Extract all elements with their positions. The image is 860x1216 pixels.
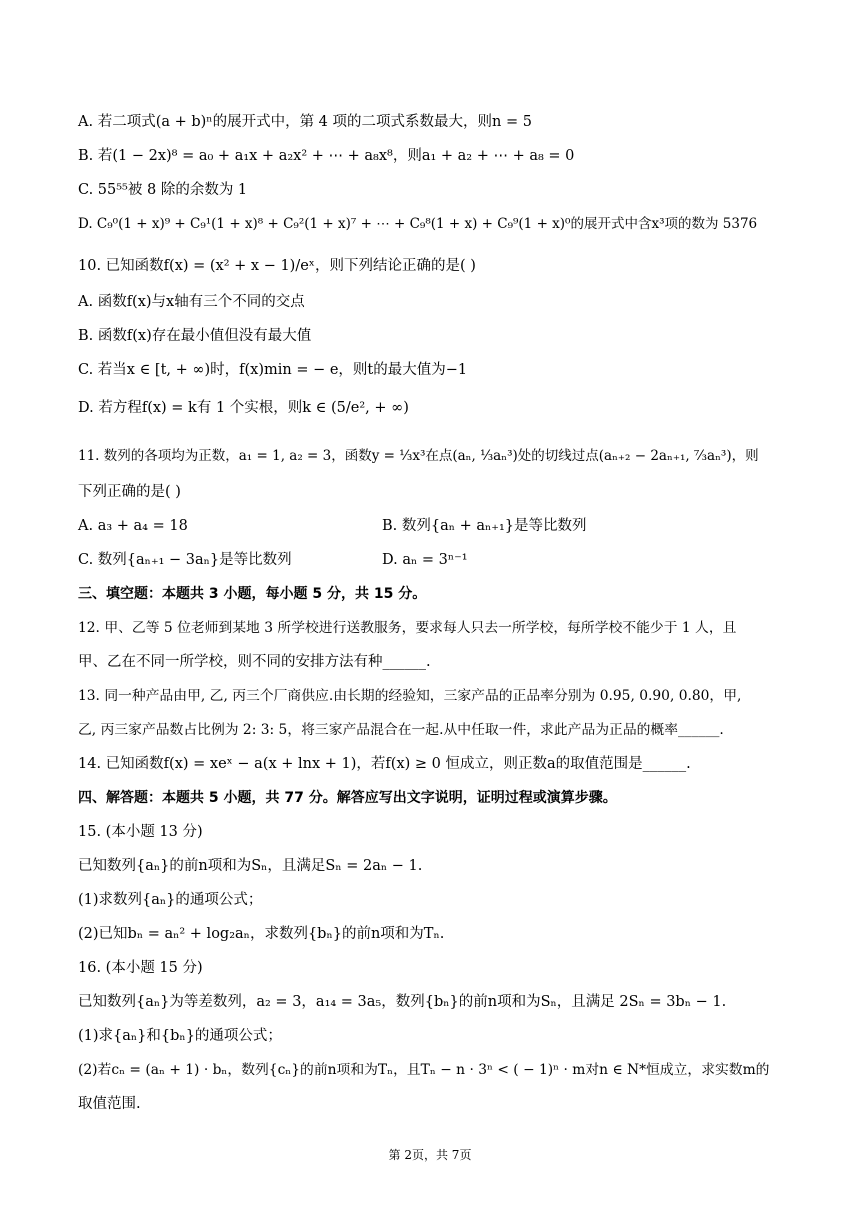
section-3-heading: 三、填空题：本题共 3 小题，每小题 5 分，共 15 分。 [78,586,427,602]
q11-option-c: C. 数列{aₙ₊₁ − 3aₙ}是等比数列 [78,552,292,568]
q16-part2-line2: 取值范围. [78,1096,141,1112]
q10-option-d: D. 若方程f(x) = k有 1 个实根，则k ∈ (5/e², + ∞) [78,400,409,416]
q10-option-a: A. 函数f(x)与x轴有三个不同的交点 [78,294,305,310]
q11-stem-line2: 下列正确的是( ) [78,484,181,500]
q15-part2: (2)已知bₙ = aₙ² + log₂aₙ，求数列{bₙ}的前n项和为Tₙ. [78,926,445,942]
q11-stem-line1: 11. 数列的各项均为正数，a₁ = 1, a₂ = 3，函数y = ⅓x³在点(aₙ, ⅓aₙ³)处的切线过点(aₙ₊₂ − 2aₙ₊₁, ⁷⁄₃aₙ³)，则 [78,448,759,464]
q13-line2: 乙, 丙三家产品数占比例为 2: 3: 5，将三家产品混合在一起.从中任取一件，求此产品为正品的概率______. [78,722,724,738]
q9-option-a: A. 若二项式(a + b)ⁿ的展开式中，第 4 项的二项式系数最大，则n = 5 [78,114,532,130]
q11-option-d: D. aₙ = 3ⁿ⁻¹ [382,552,468,568]
page-footer: 第 2页，共 7页 [388,1148,472,1162]
q15-part1: (1)求数列{aₙ}的通项公式； [78,892,263,908]
q15-stem: 已知数列{aₙ}的前n项和为Sₙ，且满足Sₙ = 2aₙ − 1. [78,858,423,874]
q9-option-c: C. 55⁵⁵被 8 除的余数为 1 [78,182,248,198]
q12-line2: 甲、乙在不同一所学校，则不同的安排方法有种______. [78,654,431,670]
q16-heading: 16. (本小题 15 分) [78,960,203,976]
q9-option-d: D. C₉⁰(1 + x)⁹ + C₉¹(1 + x)⁸ + C₉²(1 + x)⁷ + ⋯ + C₉⁸(1 + x) + C₉⁹(1 + x)⁰的展开式中含x³项的数为 5376 [78,216,758,232]
q16-part1: (1)求{aₙ}和{bₙ}的通项公式； [78,1028,282,1044]
q15-heading: 15. (本小题 13 分) [78,824,203,840]
q10-stem: 10. 已知函数f(x) = (x² + x − 1)/eˣ，则下列结论正确的是( ) [78,258,476,274]
q10-option-b: B. 函数f(x)存在最小值但没有最大值 [78,328,312,344]
q12-line1: 12. 甲、乙等 5 位老师到某地 3 所学校进行送教服务，要求每人只去一所学校，每所学校不能少于 1 人，且 [78,620,737,636]
q16-part2-line1: (2)若cₙ = (aₙ + 1) · bₙ，数列{cₙ}的前n项和为Tₙ，且Tₙ − n · 3ⁿ < ( − 1)ⁿ · m对n ∈ N*恒成立，求实数m的 [78,1062,770,1078]
q11-option-b: B. 数列{aₙ + aₙ₊₁}是等比数列 [382,518,587,534]
q10-option-c: C. 若当x ∈ [t, + ∞)时，f(x)min = − e，则t的最大值为−1 [78,362,468,378]
q9-option-b: B. 若(1 − 2x)⁸ = a₀ + a₁x + a₂x² + ⋯ + a₈x⁸，则a₁ + a₂ + ⋯ + a₈ = 0 [78,148,575,164]
q13-line1: 13. 同一种产品由甲, 乙, 丙三个厂商供应.由长期的经验知，三家产品的正品率分别为 0.95, 0.90, 0.80，甲, [78,688,742,704]
q16-stem: 已知数列{aₙ}为等差数列，a₂ = 3，a₁₄ = 3a₅，数列{bₙ}的前n项和为Sₙ，且满足 2Sₙ = 3bₙ − 1. [78,994,727,1010]
q11-option-a: A. a₃ + a₄ = 18 [78,518,188,534]
section-4-heading: 四、解答题：本题共 5 小题，共 77 分。解答应写出文字说明，证明过程或演算步骤。 [78,790,617,806]
q14: 14. 已知函数f(x) = xeˣ − a(x + lnx + 1)，若f(x) ≥ 0 恒成立，则正数a的取值范围是______. [78,756,691,772]
